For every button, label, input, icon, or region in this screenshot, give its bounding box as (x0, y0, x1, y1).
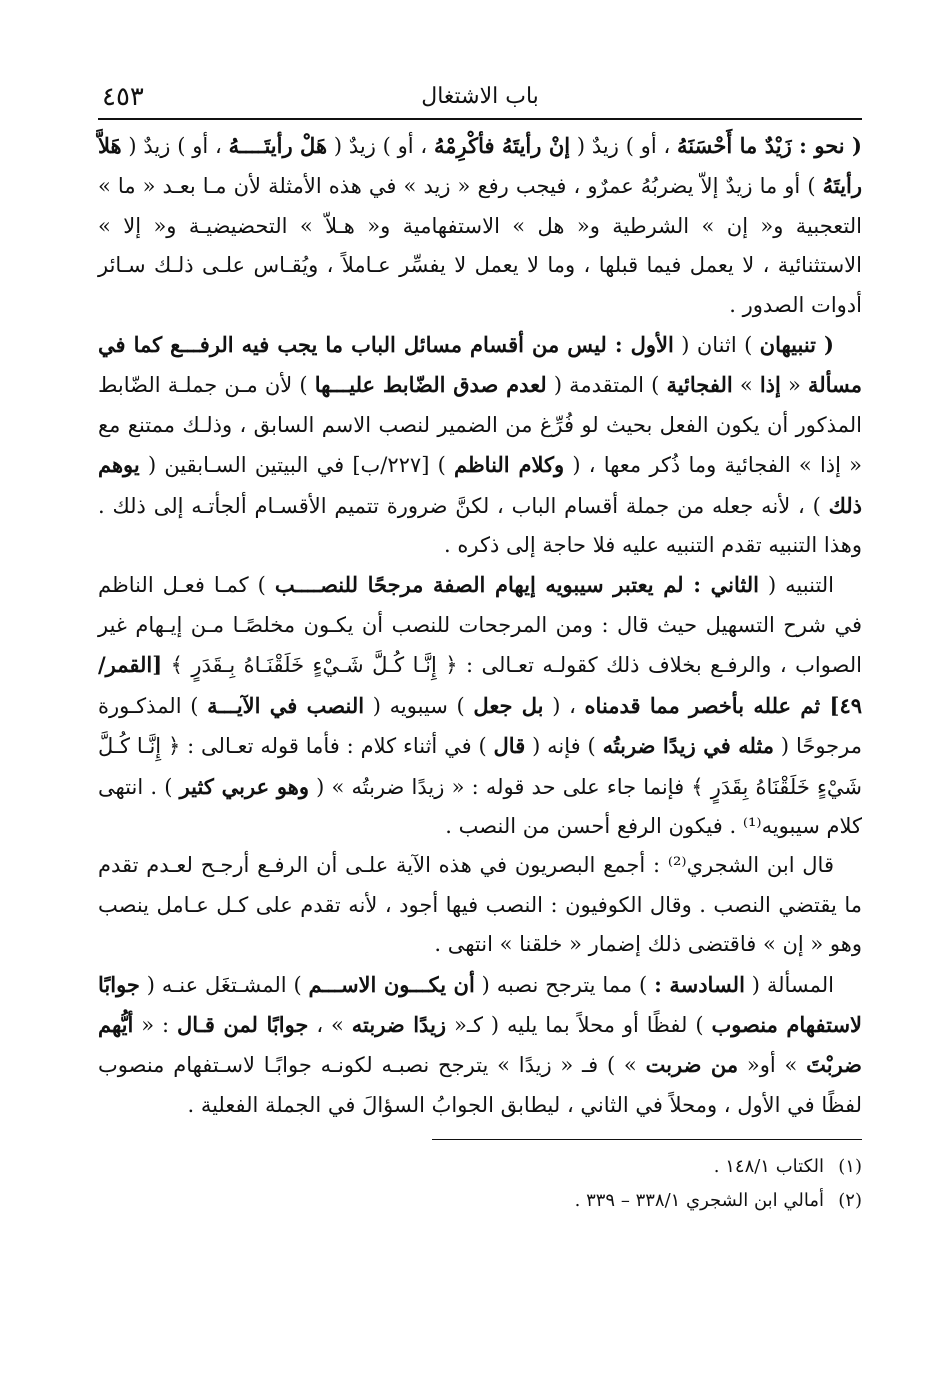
bold-phrase: زَيْدٌ ما أَحْسَنَهُ (677, 133, 792, 158)
paragraph (98, 325, 862, 565)
footnote (98, 1184, 862, 1218)
page-number: ٤٥٣ (102, 82, 144, 112)
text-run: ) أو ما زيدٌ إلاّ يضربُهُ عمرٌو ، فيجب رفع « زيد » في هذه الأمثلة لأن مـا بعـد « ما » التعجبية و« إن » الشرطية و« هل » الاستفهامية و« هـلاّ » التحضيضيـة و« إلا » الاستثنائية ، لا يعمل فيما قبلها ، وما لا يعمل لا يفسِّر عـاملاً ، ويُقـاس علـى ذلـك سـائر أدوات الصدور . (98, 174, 862, 317)
text-run: ) فإنه ( (525, 734, 603, 759)
text-run: ) [٢٢٧/ب] في البيتين السـابقين ( (139, 453, 454, 478)
text-run: ) اثنان ( (673, 333, 760, 358)
paragraph (98, 126, 862, 325)
bold-phrase: وهو عربي كثير (179, 773, 309, 799)
text-run: ) المشـتغَل عنـه ( (139, 972, 309, 997)
paragraph (98, 565, 862, 846)
bold-phrase: ( تنبيهان (759, 332, 834, 358)
footnote-rule (432, 1139, 862, 1140)
bold-phrase: مثله في زيدًا ضربتُه (602, 733, 775, 759)
chapter-title: باب الاشتغال (421, 84, 539, 109)
footnote (98, 1150, 862, 1184)
header-rule (98, 118, 862, 120)
text-run: التنبيه ( (758, 573, 835, 598)
page-header (98, 78, 862, 118)
text-run: ) ، لأنه جعله من جملة أقسام الباب ، لكنَّ ضرورة تتميم الأقسـام ألجأتـه إلى ذلك . وهذا التنبيه تقدم التنبيه عليه فلا حاجة إلى ذكره . (98, 493, 862, 558)
bold-phrase: [القمر/٤٩] ثم علله بأخصر مما قدمناه (98, 652, 863, 718)
text-run: » (732, 373, 760, 398)
paragraph (98, 965, 862, 1126)
text-run: ، أو ) زيدٌ ( (121, 134, 229, 158)
text-run: » أو« (738, 1053, 807, 1078)
bold-phrase: النصب في الآيـــة (207, 692, 365, 718)
bold-phrase: هَلاَّ رأيتَهُ (98, 133, 863, 199)
text-run: ) لفظًا أو محلاً بما يليه ( كـ« (446, 1012, 712, 1037)
book-page (98, 78, 862, 1218)
bold-phrase: زيدًا ضربته (351, 1011, 447, 1037)
text-run: » ، (308, 1012, 352, 1037)
text-run: ، أو ) زيدٌ ( (570, 134, 678, 158)
bold-phrase: الأول : ليس من أقسام مسائل الباب ما يجب فيه الرفـــع كما في مسألة (98, 332, 863, 398)
bold-phrase: هَلْ رأيتَــــهُ (228, 133, 328, 158)
text-run: ) المذكـورة مرجوحًا ( (98, 693, 862, 759)
bold-phrase: وكلام الناظم (453, 452, 565, 478)
bold-phrase: أيُّهم ضربْتَ (98, 1011, 863, 1078)
footnote-text: أمالي ابن الشجري ٣٣٨/١ – ٣٣٩ . (574, 1190, 824, 1212)
text-run: ) مما يترجح نصبه ( (474, 972, 655, 997)
text-run: ) . انتهى كلام سيبويه⁽¹⁾ . فيكون الرفع أحسن من النصب . (98, 774, 862, 838)
body-text (98, 126, 862, 1125)
text-run: ) سيبويه ( (364, 693, 474, 718)
bold-phrase: لعدم صدق الضّابط عليـــها (314, 372, 547, 398)
paragraph (98, 846, 862, 964)
bold-phrase: إنْ رأيتَهُ فأكْرِمْهُ (434, 133, 571, 158)
text-run: المسألة ( (744, 972, 834, 997)
bold-phrase: أن يكـــون الاســـم (308, 971, 475, 997)
footnote-number: (١) (838, 1156, 862, 1178)
text-run: ) في أثناء كلام : فأما قوله تعـالى : ﴿ إِنَّـا كُـلَّ شَيْءٍ خَلَقْنَاهُ بِقَدَرٍ ﴾ فإنما جاء على حد قوله : « زيدًا ضربتُه » ( (98, 734, 862, 799)
bold-phrase: من ضربت (645, 1052, 739, 1078)
bold-phrase: الثاني : لم يعتبر سيبويه إيهام الصفة مرجحًا للنصــــب (274, 572, 759, 598)
bold-phrase: الفجائية (666, 372, 733, 398)
footnote-text: الكتاب ١٤٨/١ . (713, 1156, 824, 1178)
text-run: : « (133, 1012, 178, 1037)
footnotes (98, 1150, 862, 1218)
footnote-number: (٢) (838, 1190, 862, 1212)
bold-phrase: قال (493, 733, 526, 759)
bold-phrase: ( نحو : (791, 133, 862, 158)
bold-phrase: إذا (759, 372, 781, 398)
text-run: ، ( (543, 693, 585, 718)
bold-phrase: جوابًا لاستفهام منصوب (98, 971, 863, 1037)
text-run: ، أو ) زيدٌ ( (327, 134, 434, 158)
text-run: « (780, 373, 808, 398)
text-run: قال ابن الشجري⁽²⁾ : أجمع البصريون في هذه الآية علـى أن الرفـع أرجـح لعـدم تقدم ما يقتضي النصب . وقال الكوفيون : النصب فيها أجود ، لأنه تقدم على كـل عـامل ينصب وهو « إن » فاقتضى ذلك إضمار « خلقنا » انتهى . (98, 853, 862, 957)
text-run: ) المتقدمة ( (546, 373, 667, 398)
text-run: ) كمـا فعـل الناظم في شرح التسهيل حيث قال : ومن المرجحات للنصب أن يكـون مخلصًـا مـن إيـهام غير الصواب ، والرفـع بخلاف ذلك كقولـه تعـالى : ﴿ إِنَّـا كُـلَّ شَـيْءٍ خَلَقْنَـاهُ بِـقَدَرٍ ﴾ (98, 573, 862, 678)
bold-phrase: جوابًا لمن قـال (177, 1011, 309, 1037)
bold-phrase: بل جعل (473, 692, 544, 718)
bold-phrase: السادسة : (654, 971, 745, 997)
bold-phrase: يوهم ذلك (98, 452, 863, 518)
text-run: » ) فـ « زيدًا » يترجح نصبـه لكونـه جوابًـا لاسـتفهام منصوب لفظًا في الأول ، ومحلاً في الثاني ، ليطابق الجوابُ السؤالَ في الجملة الفعلية . (98, 1053, 862, 1117)
text-run: ) لأن مـن جملـة الضّابط المذكور أن يكون الفعل بحيث لو فُرِّغ من الضمير لنصب الاسم السابق ، وذلـك ممتنع مع « إذا » الفجائية وما ذُكر معها ، ( (98, 373, 863, 478)
